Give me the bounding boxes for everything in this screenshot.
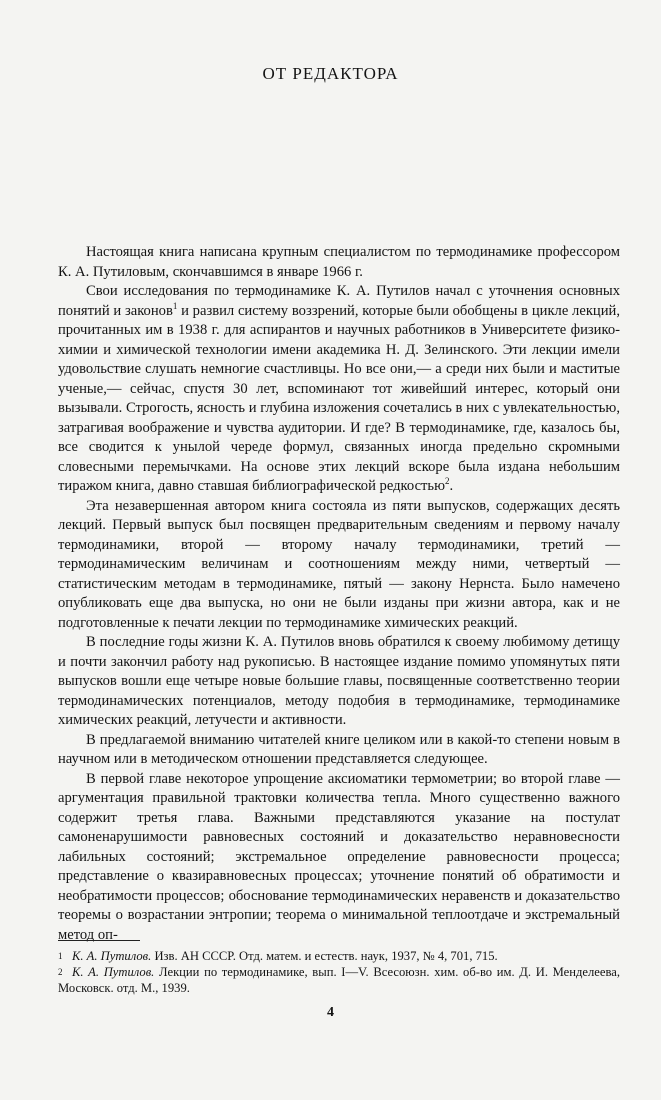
footnote-author: К. А. Путилов. xyxy=(72,949,152,963)
paragraph-text: В предлагаемой вниманию читателей книге целиком или в какой-то степени новым в научном или в методическом отношении представляется следующее. xyxy=(58,731,620,767)
paragraph-1 xyxy=(58,243,620,282)
page-number: 4 xyxy=(327,1005,334,1020)
footnote-divider xyxy=(58,940,140,941)
paragraph-2 xyxy=(58,282,620,497)
paragraph-text: Эта незавершенная автором книга состояла из пяти выпусков, содержащих десять лекций. Первый выпуск был посвящен предварительным сведениям и первому началу термодинамики, второй — второму началу термодинамики, третий — термодинамическим величинам и соотношениям между ними, четвертый — статистическим методам в термодинамике, пятый — закону Нернста. Было намечено опубликовать еще два выпуска, но они не были изданы при жизни автора, как и не подготовленные к печати лекции по термодинамике химических реакций. xyxy=(58,497,620,631)
paragraph-text-end: . xyxy=(449,478,454,494)
footnote-ref-1: 1 xyxy=(172,300,178,311)
footnote-2 xyxy=(58,964,620,996)
footnote-mark: 1 xyxy=(58,951,63,961)
paragraph-text: Настоящая книга написана крупным специалистом по термодинамике профессором К. А. Путиловым, скончавшимся в январе 1966 г. xyxy=(58,244,620,280)
paragraph-5 xyxy=(58,731,620,770)
paragraph-text-cont: и развил систему воззрений, которые были обобщены в цикле лекций, прочитанных им в 1938 г. для аспирантов и научных работников в Университете физико-химии и химической технологии имени академика Н. Д. Зелинского. Эти лекции имели удовольствие слушать немногие счастливцы. Но все они,— а среди них были и маститые ученые,— сейчас, спустя 30 лет, вспоминают тот живейший интерес, который они вызывали. Строгость, ясность и глубина изложения сочетались в них с увлекательностью, затрагивая воображение и чувства аудитории. И где? В термодинамике, где, казалось бы, все сводится к унылой череде формул, связанных иногда предельно скромными словесными перемычками. На основе этих лекций вскоре была издана небольшим тиражом книга, давно ставшая библиографической редкостью xyxy=(58,302,620,494)
main-text xyxy=(58,243,620,945)
paragraph-6 xyxy=(58,770,620,946)
footnote-1 xyxy=(58,948,620,964)
paragraph-text: В последние годы жизни К. А. Путилов вновь обратился к своему любимому детищу и почти закончил работу над рукописью. В настоящее издание помимо упомянутых пяти выпусков вошли еще четыре новые большие главы, посвященные соответственно теории термодинамических потенциалов, методу подобия в термодинамике, термодинамике химических реакций, летучести и активности. xyxy=(58,634,620,728)
footnote-text: Лекции по термодинамике, вып. I—V. Всесоюзн. хим. об-во им. Д. И. Менделеева, Московск. отд. М., 1939. xyxy=(58,965,620,995)
footnote-mark: 2 xyxy=(58,967,63,977)
paragraph-text: В первой главе некоторое упрощение аксиоматики термометрии; во второй главе — аргументация правильной трактовки количества тепла. Много существенно важного содержит третья глава. Важными представляются указание на постулат самоненарушимости равновесных состояний и доказательство неравновесности лабильных состояний; экстремальное определение равновесности процесса; представление о квазиравновесных процессах; уточнение понятий об обратимости и необратимости процессов; обоснование термодинамических неравенств и доказательство теоремы о возрастании энтропии; теорема о минимальной теплоотдаче и экстремальный метод оп- xyxy=(58,770,620,943)
page-title: ОТ РЕДАКТОРА xyxy=(262,64,399,83)
footnote-author: К. А. Путилов. xyxy=(72,965,155,979)
paragraph-3 xyxy=(58,497,620,634)
footnote-text: Изв. АН СССР. Отд. матем. и естеств. наук, 1937, № 4, 701, 715. xyxy=(151,949,498,963)
footnotes xyxy=(58,948,620,996)
paragraph-4 xyxy=(58,633,620,731)
footnote-ref-2: 2 xyxy=(444,476,450,487)
paragraph-text: Свои исследования по термодинамике К. А. Путилов начал с уточнения основных понятий и законов xyxy=(58,283,620,319)
